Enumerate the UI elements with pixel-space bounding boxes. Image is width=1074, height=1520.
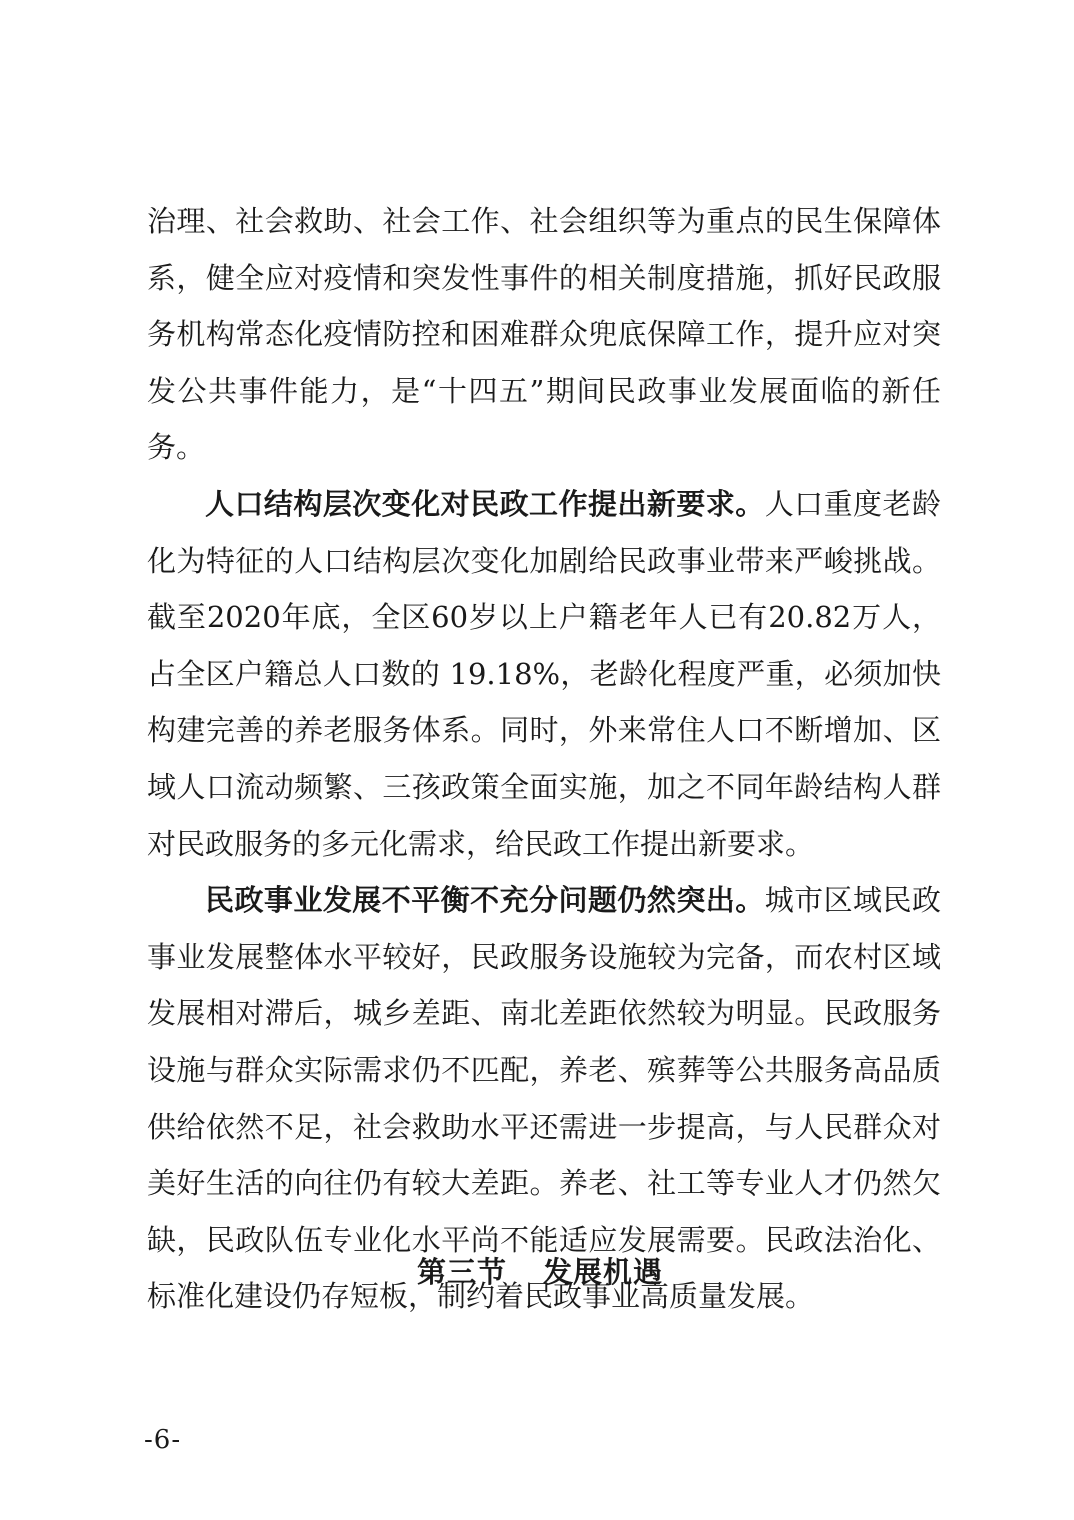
paragraph-3-text: 城市区域民政事业发展整体水平较好，民政服务设施较为完备，而农村区域发展相对滞后，城乡差距、南北差距依然较为明显。民政服务设施与群众实际需求仍不匹配，养老、殡葬等公共服务高品质供给依然不足，社会救助水平还需进一步提高，与人民群众对美好生活的向往仍有较大差距。养老、社工等专业人才仍然欠缺，民政队伍专业化水平尚不能适应发展需要。民政法治化、标准化建设仍存短板，制约着民政事业高质量发展。 (147, 883, 941, 1314)
body-text (147, 193, 941, 1325)
paragraph-2-lead: 人口结构层次变化对民政工作提出新要求。 (205, 486, 765, 521)
page-number: -6- (144, 1425, 182, 1455)
paragraph-1 (147, 193, 941, 476)
section-heading (0, 1247, 1074, 1297)
paragraph-3-lead: 民政事业发展不平衡不充分问题仍然突出。 (205, 883, 765, 918)
section-number: 第三节 (416, 1255, 507, 1289)
section-title-text: 发展机遇 (543, 1255, 664, 1289)
paragraph-2 (147, 476, 941, 872)
paragraph-2-text: 人口重度老龄化为特征的人口结构层次变化加剧给民政事业带来严峻挑战。截至2020年底，全区60岁以上户籍老年人已有20.82万人，占全区户籍总人口数的 19.18%，老龄化程度严重，必须加快构建完善的养老服务体系。同时，外来常住人口不断增加、区域人口流动频繁、三孩政策全面实施，加之不同年龄结构人群对民政服务的多元化需求，给民政工作提出新要求。 (147, 486, 941, 861)
paragraph-1-text: 治理、社会救助、社会工作、社会组织等为重点的民生保障体系，健全应对疫情和突发性事件的相关制度措施，抓好民政服务机构常态化疫情防控和困难群众兜底保障工作，提升应对突发公共事件能力，是“十四五”期间民政事业发展面临的新任务。 (147, 204, 941, 465)
